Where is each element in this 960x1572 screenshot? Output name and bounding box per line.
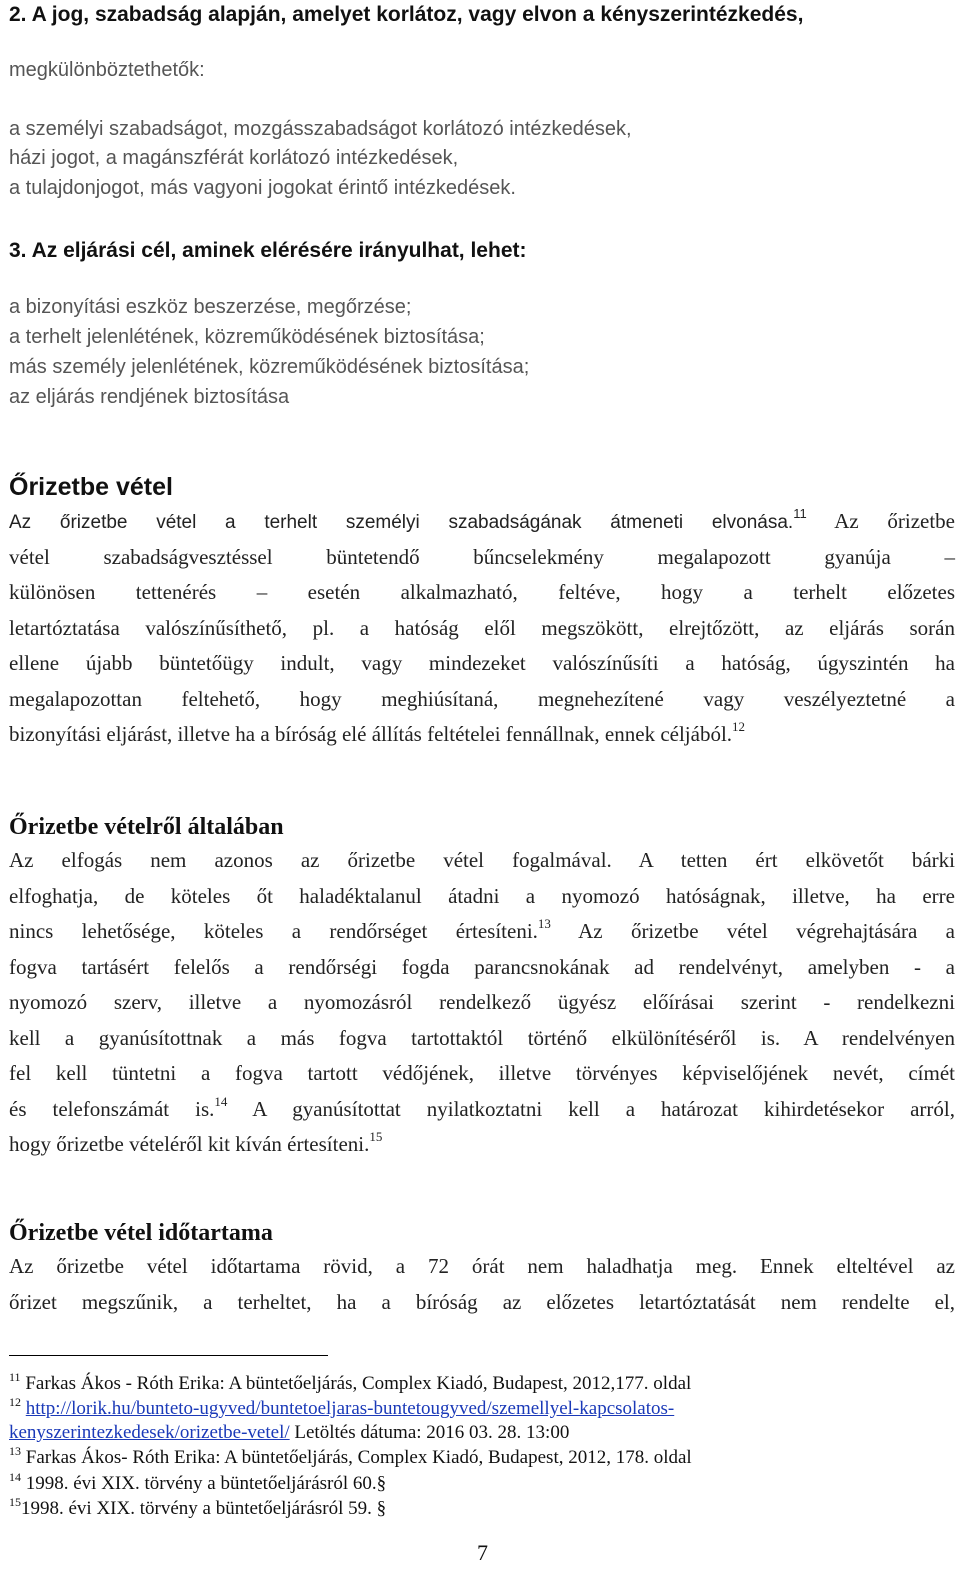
footnote-13 [9, 1446, 692, 1470]
footnote-ref-13: 13 [537, 916, 551, 931]
para-line: megalapozottan feltehető, hogy meghiúsítaná, megnehezítené vagy veszélyeztetné a [9, 686, 955, 711]
para-text: és telefonszámát is. [9, 1096, 215, 1121]
footnote-text: Farkas Ákos- Róth Erika: A büntetőeljárás, Complex Kiadó, Budapest, 2012, 178. oldal [21, 1447, 692, 1468]
footnote-number: 12 [9, 1395, 21, 1409]
para-text: Az őrizetbe vétel a terhelt személyi szabadságának átmeneti elvonása. [9, 512, 794, 533]
footnote-link[interactable]: http://lorik.hu/bunteto-ugyved/buntetoeljaras-buntetougyved/szemellyel-kapcsolatos- [25, 1398, 675, 1419]
footnote-ref-11: 11 [793, 506, 807, 521]
para-line: őrizet megszűnik, a terheltet, ha a bíróság az előzetes letartóztatását nem rendelte el, [9, 1289, 955, 1314]
footnote-text: Letöltés dátuma: 2016 03. 28. 13:00 [289, 1422, 570, 1443]
list-item: a bizonyítási eszköz beszerzése, megőrzése; [9, 296, 412, 318]
footnote-11 [9, 1372, 691, 1396]
paragraph-idotartam [9, 1249, 955, 1320]
list-item: a tulajdonjogot, más vagyoni jogokat érintő intézkedések. [9, 177, 516, 199]
footnote-ref-12: 12 [732, 719, 746, 734]
para-text: Az őrizetbe vétel végrehajtására a [550, 919, 955, 943]
para-line: fogva tartásért felelős a rendőrségi fogda parancsnokának ad rendelvényt, amelyben - a [9, 954, 955, 979]
footnote-12 [9, 1397, 674, 1421]
footnote-15 [9, 1497, 386, 1521]
para-text: nincs lehetősége, köteles a rendőrséget értesíteni. [9, 919, 538, 943]
para-line: nyomozó szerv, illetve a nyomozásról rendelkező ügyész előírásai szerint - rendelkezni [9, 990, 955, 1014]
para-line: Az elfogás nem azonos az őrizetbe vétel fogalmával. A tetten ért elkövetőt bárki [9, 848, 955, 872]
footnote-ref-14: 14 [214, 1093, 228, 1109]
para-text: hogy őrizetbe vételéről kit kíván értesíteni. [9, 1132, 370, 1156]
section-3-heading: 3. Az eljárási cél, aminek elérésére irányulhat, lehet: [9, 239, 527, 262]
para-text: A gyanúsítottat nyilatkoztatni kell a határozat kihirdetésekor arról, [227, 1096, 956, 1121]
para-line: vétel szabadságvesztéssel büntetendő bűncselekmény megalapozott gyanúja – [9, 544, 955, 569]
list-item: az eljárás rendjének biztosítása [9, 386, 290, 408]
para-line: fel kell tüntetni a fogva tartott védőjének, illetve törvényes képviselőjének nevét, címét [9, 1061, 955, 1085]
footnote-ref-15: 15 [369, 1129, 383, 1144]
para-text: bizonyítási eljárást, illetve ha a bíróság elé állítás feltételei fennállnak, ennek céljából. [9, 722, 733, 746]
para-line: letartóztatása valószínűsíthető, pl. a hatóság elől megszökött, elrejtőzött, az eljárás során [9, 615, 955, 640]
footnote-number: 11 [9, 1370, 21, 1384]
list-item: a terhelt jelenlétének, közreműködésének biztosítása; [9, 326, 485, 348]
list-item: a személyi szabadságot, mozgásszabadságot korlátozó intézkedések, [9, 118, 632, 140]
footnote-text: Farkas Ákos - Róth Erika: A büntetőeljárás, Complex Kiadó, Budapest, 2012,177. oldal [20, 1373, 692, 1394]
para-line: különösen tettenérés – esetén alkalmazható, feltéve, hogy a terhelt előzetes [9, 580, 955, 604]
footnote-number: 14 [9, 1470, 21, 1484]
list-item: házi jogot, a magánszférát korlátozó intézkedések, [9, 147, 459, 169]
footnote-number: 15 [9, 1495, 21, 1509]
section-2-lead: megkülönböztethetők: [9, 59, 205, 81]
para-text: Az őrizetbe [806, 509, 956, 533]
footnote-text: 1998. évi XIX. törvény a büntetőeljárásról 59. § [21, 1498, 387, 1519]
paragraph-orizetbe-vetel [9, 504, 955, 753]
footnote-12-cont [9, 1421, 569, 1445]
para-line: Az őrizetbe vétel időtartama rövid, a 72 órát nem haladhatja meg. Ennek elteltével az [9, 1254, 955, 1278]
footnote-14 [9, 1472, 386, 1496]
section-2-heading: 2. A jog, szabadság alapján, amelyet korlátoz, vagy elvon a kényszerintézkedés, [9, 3, 804, 26]
section-title-orizetbe-vetel: Őrizetbe vétel [9, 473, 173, 501]
footnote-separator [9, 1355, 328, 1356]
para-line: elfoghatja, de köteles őt haladéktalanul átadni a nyomozó hatóságnak, illetve, ha erre [9, 883, 955, 908]
footnote-text: 1998. évi XIX. törvény a büntetőeljárásról 60.§ [21, 1473, 387, 1494]
footnote-number: 13 [9, 1444, 21, 1458]
section-title-idotartam: Őrizetbe vétel időtartama [9, 1220, 273, 1246]
section-title-altalaban: Őrizetbe vételről általában [9, 814, 284, 840]
paragraph-altalaban [9, 843, 955, 1163]
page-number: 7 [477, 1540, 488, 1565]
para-line: kell a gyanúsítottnak a más fogva tartottaktól történő elkülönítéséről is. A rendelvényen [9, 1025, 955, 1050]
list-item: más személy jelenlétének, közreműködésének biztosítása; [9, 356, 530, 378]
footnote-link[interactable]: kenyszerintezkedesek/orizetbe-vetel/ [9, 1422, 290, 1443]
para-line: ellene újabb büntetőügy indult, vagy mindezeket valószínűsíti a hatóság, úgyszintén ha [9, 651, 955, 675]
